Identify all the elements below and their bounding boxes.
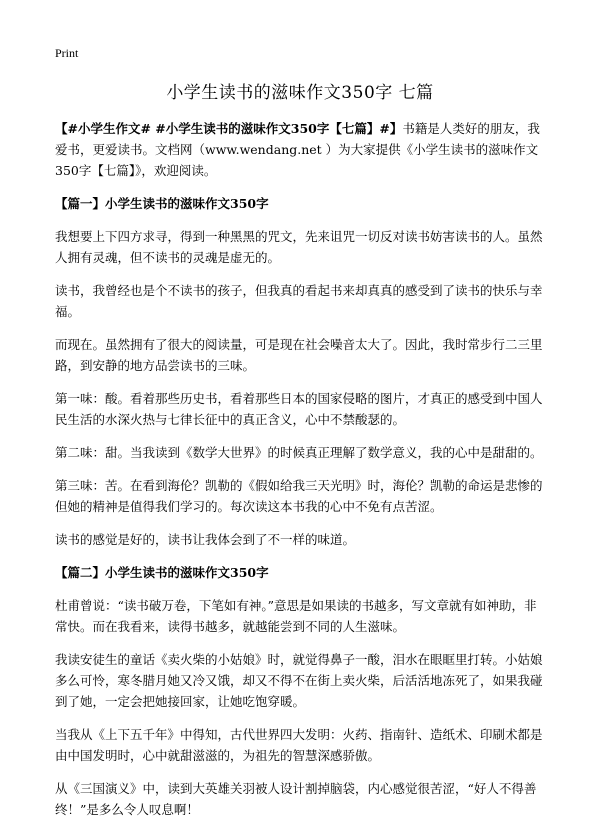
- paragraph: 读书，我曾经也是个不读书的孩子，但我真的看起书来却真真的感受到了读书的快乐与幸福。: [55, 283, 543, 319]
- page-title: 小学生读书的滋味作文350字 七篇: [166, 83, 434, 103]
- print-label[interactable]: Print: [55, 46, 79, 60]
- intro-paragraph: [55, 118, 545, 181]
- document-body: [55, 118, 545, 832]
- intro-tags: 【#小学生作文# #小学生读书的滋味作文350字【七篇】#】: [55, 121, 403, 136]
- paragraph: 我读安徒生的童话《卖火柴的小姑娘》时，就觉得鼻子一酸，泪水在眼眶里打转。小姑娘多么可怜，寒冬腊月她又冷又饿，却又不得不在街上卖火柴，后活活地冻死了，如果我碰到了她，一定会把她接回家，让她吃饱穿暖。: [55, 652, 543, 709]
- paragraph: 当我从《上下五千年》中得知，古代世界四大发明：火药、指南针、造纸术、印刷术都是由中国发明时，心中就甜滋滋的，为祖先的智慧深感骄傲。: [55, 727, 543, 763]
- paragraph: 第一味：酸。看着那些历史书，看着那些日本的国家侵略的图片，才真正的感受到中国人民生活的水深火热与七律长征中的真正含义，心中不禁酸瑟的。: [55, 391, 543, 427]
- paragraph: 我想要上下四方求寻，得到一种黑黑的咒文，先来诅咒一切反对读书妨害读书的人。虽然人拥有灵魂，但不读书的灵魂是虚无的。: [55, 229, 543, 265]
- paragraph: 读书的感觉是好的，读书让我体会到了不一样的味道。: [55, 532, 356, 547]
- paragraph: 杜甫曾说：“读书破万卷，下笔如有神。”意思是如果读的书越多，写文章就有如神助，非常快。而在我看来，读得书越多，就越能尝到不同的人生滋味。: [55, 598, 537, 634]
- paragraph: 而现在。虽然拥有了很大的阅读量，可是现在社会噪音太大了。因此，我时常步行二三里路，到安静的地方品尝读书的三味。: [55, 337, 543, 373]
- paragraph: 第二味：甜。当我读到《数学大世界》的时候真正理解了数学意义，我的心中是甜甜的。: [55, 445, 543, 460]
- intro-text: 书籍是人类好的朋友，我爱书，更爱读书。文档网（www.wendang.net ）为大家提供《小学生读书的滋味作文350字【七篇】》，欢迎阅读。: [55, 121, 540, 178]
- paragraph: 从《三国演义》中，读到大英雄关羽被人设计割掉脑袋，内心感觉很苦涩，“好人不得善终！”是多么令人叹息啊！: [55, 781, 537, 817]
- section-heading-1: 【篇一】小学生读书的滋味作文350字: [55, 196, 269, 211]
- paragraph: 第三味：苦。在看到海伦？凯勒的《假如给我三天光明》时，海伦？凯勒的命运是悲惨的但她的精神是值得我们学习的。每次读这本书我的心中不免有点苦涩。: [55, 478, 543, 514]
- section-heading-2: 【篇二】小学生读书的滋味作文350字: [55, 565, 269, 580]
